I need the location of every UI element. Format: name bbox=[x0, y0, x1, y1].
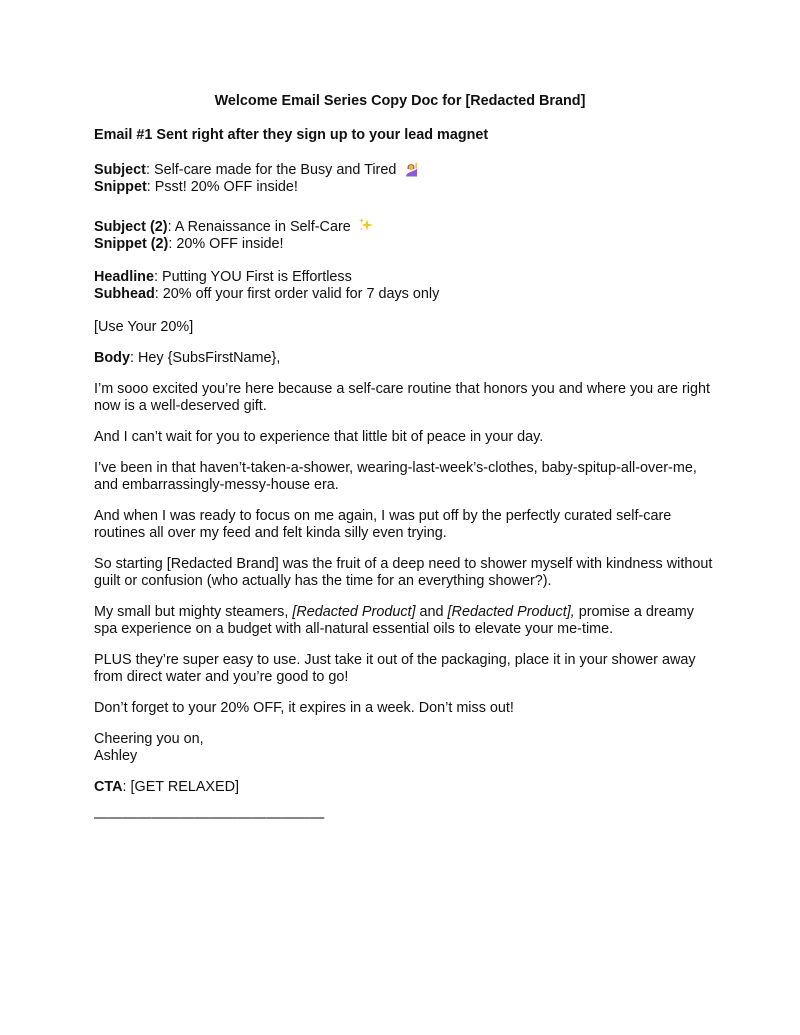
body-label: Body bbox=[94, 350, 130, 366]
subject-label: Subject bbox=[94, 162, 146, 178]
product-name-1: [Redacted Product] bbox=[292, 604, 416, 620]
cta-line bbox=[94, 779, 714, 796]
p6-text-a: My small but mighty steamers, bbox=[94, 604, 293, 620]
cta-label: CTA bbox=[94, 779, 123, 795]
headline-label: Headline bbox=[94, 269, 154, 285]
body-greeting bbox=[94, 350, 714, 367]
sparkles-emoji-icon bbox=[358, 217, 374, 233]
snippet2-label: Snippet (2) bbox=[94, 236, 169, 252]
subject-value: : Self-care made for the Busy and Tired bbox=[145, 162, 397, 178]
body-paragraph-4: And when I was ready to focus on me again, I was put off by the perfectly curated self-care routines all over my feed and felt kinda silly even trying. bbox=[94, 508, 672, 541]
signoff: Cheering you on, bbox=[94, 731, 204, 747]
snippet-line bbox=[94, 179, 714, 196]
subject-block bbox=[94, 161, 714, 196]
signoff-block bbox=[94, 731, 714, 765]
snippet2-value: : 20% OFF inside! bbox=[168, 236, 284, 252]
document-page bbox=[94, 93, 714, 841]
body-paragraph-5: So starting [Redacted Brand] was the fruit of a deep need to shower myself with kindness without guilt or confusion (who actually has the time for an everything shower?). bbox=[94, 556, 713, 589]
document-title: Welcome Email Series Copy Doc for [Redacted Brand] bbox=[214, 93, 586, 109]
body-paragraph-3: I’ve been in that haven’t-taken-a-shower, wearing-last-week’s-clothes, baby-spitup-all-over-me, and embarrassingly-messy-house era. bbox=[94, 460, 697, 493]
email-heading: Email #1 Sent right after they sign up to your lead magnet bbox=[94, 127, 489, 143]
snippet-label: Snippet bbox=[94, 179, 147, 195]
subject2-block bbox=[94, 217, 714, 253]
body-value: : Hey {SubsFirstName}, bbox=[129, 350, 281, 366]
subhead-value: : 20% off your first order valid for 7 days only bbox=[154, 286, 440, 302]
subject2-line bbox=[94, 217, 714, 236]
body-paragraph-7: PLUS they’re super easy to use. Just take it out of the packaging, place it in your shower away from direct water and you’re good to go! bbox=[94, 652, 696, 685]
button-placeholder: [Use Your 20%] bbox=[94, 319, 194, 335]
subhead-line bbox=[94, 286, 714, 303]
body-paragraph-1: I’m sooo excited you’re here because a self-care routine that honors you and where you are right now is a well-deserved gift. bbox=[94, 381, 710, 414]
headline-line bbox=[94, 269, 714, 286]
headline-block bbox=[94, 269, 714, 303]
subhead-label: Subhead bbox=[94, 286, 155, 302]
body-paragraph-6 bbox=[94, 604, 714, 638]
headline-value: : Putting YOU First is Effortless bbox=[153, 269, 352, 285]
subject2-label: Subject (2) bbox=[94, 219, 168, 235]
section-divider: ———————————————— bbox=[94, 810, 325, 826]
woman-raising-hand-emoji-icon bbox=[404, 161, 420, 177]
product-name-2: [Redacted Product], bbox=[447, 604, 575, 620]
snippet2-line bbox=[94, 236, 714, 253]
subject2-value: : A Renaissance in Self-Care bbox=[167, 219, 351, 235]
cta-value: : [GET RELAXED] bbox=[122, 779, 240, 795]
p6-text-c: promise a dreamy spa experience on a budget with all-natural essential oils to elevate your me-time. bbox=[94, 604, 694, 637]
subject-line bbox=[94, 161, 714, 179]
body-paragraph-2: And I can’t wait for you to experience that little bit of peace in your day. bbox=[94, 429, 544, 445]
snippet-value: : Psst! 20% OFF inside! bbox=[146, 179, 298, 195]
p6-text-b: and bbox=[415, 604, 448, 620]
signature: Ashley bbox=[94, 748, 138, 764]
body-paragraph-8: Don’t forget to your 20% OFF, it expires in a week. Don’t miss out! bbox=[94, 700, 514, 716]
